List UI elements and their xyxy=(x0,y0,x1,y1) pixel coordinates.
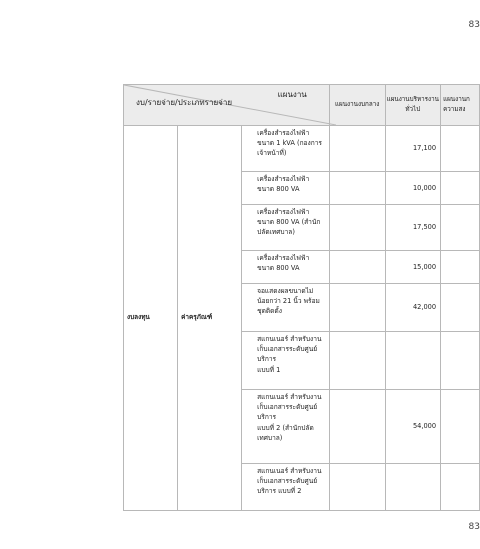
general-admin-cell: 17,100 xyxy=(385,126,441,172)
central-fund-cell xyxy=(329,205,385,251)
general-admin-cell: 10,000 xyxy=(385,172,441,205)
general-admin-cell xyxy=(385,332,441,390)
item-cell: เครื่องสำรองไฟฟ้า ขนาด 1 kVA (กองการ เจ้าหน้าที่) xyxy=(242,126,330,172)
central-fund-cell xyxy=(329,251,385,284)
peace-order-cell xyxy=(441,390,480,464)
central-fund-cell xyxy=(329,332,385,390)
item-cell: สแกนเนอร์ สำหรับงาน เก็บเอกสารระดับศูนย์ บริการ แบบที่ 2 xyxy=(242,464,330,511)
central-fund-cell xyxy=(329,464,385,511)
table-row xyxy=(124,126,480,172)
item-cell: เครื่องสำรองไฟฟ้า ขนาด 800 VA xyxy=(242,251,330,284)
category-group-cell: ค่าครุภัณฑ์ xyxy=(178,126,242,511)
column-header-general-admin: แผนงานบริหารงานทั่วไป xyxy=(385,85,441,126)
peace-order-cell xyxy=(441,251,480,284)
item-cell: สแกนเนอร์ สำหรับงาน เก็บเอกสารระดับศูนย์ บริการ แบบที่ 2 (สำนักปลัด เทศบาล) xyxy=(242,390,330,464)
header-plan-label: แผนงาน xyxy=(277,90,307,99)
peace-order-cell xyxy=(441,205,480,251)
general-admin-cell: 15,000 xyxy=(385,251,441,284)
column-header-peace-order: แผนงานก ความสง xyxy=(441,85,480,126)
header-budget-type-label: งบ/รายจ่าย/ประเภทรายจ่าย xyxy=(136,98,233,107)
column-header-central-fund: แผนงานงบกลาง xyxy=(329,85,385,126)
item-cell: จอแสดงผลขนาดไม่ น้อยกว่า 21 นิ้ว พร้อม ชุดติดตั้ง xyxy=(242,284,330,332)
central-fund-cell xyxy=(329,284,385,332)
general-admin-cell: 17,500 xyxy=(385,205,441,251)
header-diagonal-cell xyxy=(124,85,330,126)
item-cell: เครื่องสำรองไฟฟ้า ขนาด 800 VA xyxy=(242,172,330,205)
item-cell: สแกนเนอร์ สำหรับงาน เก็บเอกสารระดับศูนย์ บริการ แบบที่ 1 xyxy=(242,332,330,390)
page-number-bottom: 83 xyxy=(468,522,480,532)
peace-order-cell xyxy=(441,284,480,332)
budget-table xyxy=(123,84,480,511)
budget-group-cell: งบลงทุน xyxy=(124,126,178,511)
general-admin-cell: 54,000 xyxy=(385,390,441,464)
central-fund-cell xyxy=(329,390,385,464)
general-admin-cell: 42,000 xyxy=(385,284,441,332)
peace-order-cell xyxy=(441,172,480,205)
item-cell: เครื่องสำรองไฟฟ้า ขนาด 800 VA (สำนัก ปลัดเทศบาล) xyxy=(242,205,330,251)
peace-order-cell xyxy=(441,464,480,511)
general-admin-cell xyxy=(385,464,441,511)
central-fund-cell xyxy=(329,126,385,172)
peace-order-cell xyxy=(441,126,480,172)
peace-order-cell xyxy=(441,332,480,390)
page-number-top: 83 xyxy=(468,20,480,30)
central-fund-cell xyxy=(329,172,385,205)
